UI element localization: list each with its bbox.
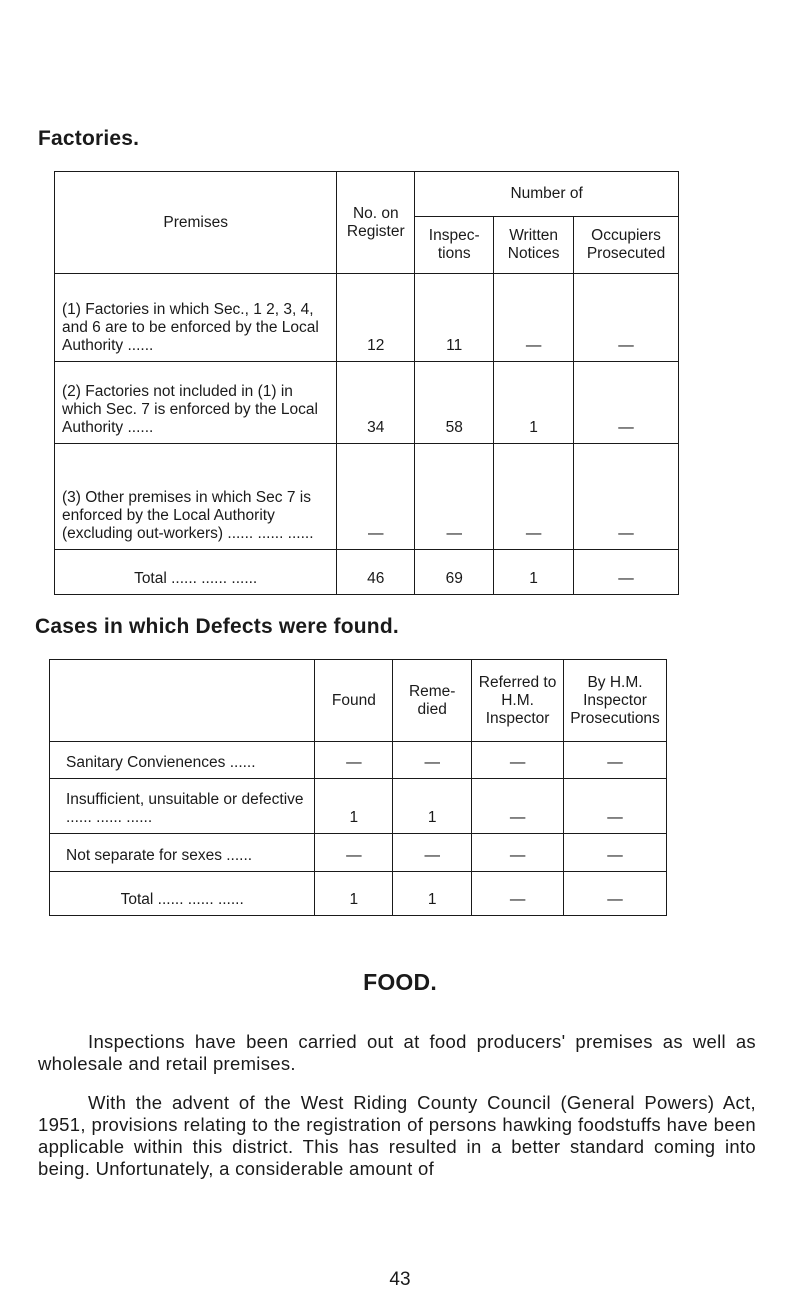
total-row <box>55 550 679 595</box>
register-cell: 34 <box>337 362 415 444</box>
table-row <box>50 834 667 872</box>
premises-cell: (1) Factories in which Sec., 1 2, 3, 4, and 6 are to be enforced by the Local Authority ...... <box>55 274 337 362</box>
found-cell: — <box>315 834 393 872</box>
header-referred: Referred to H.M. Inspector <box>472 660 564 742</box>
register-cell: 12 <box>337 274 415 362</box>
notices-cell: — <box>494 444 574 550</box>
notices-cell: — <box>494 274 574 362</box>
remedied-cell: — <box>393 742 472 779</box>
register-cell: — <box>337 444 415 550</box>
total-notices: 1 <box>494 550 574 595</box>
found-cell: 1 <box>315 779 393 834</box>
table-row <box>55 362 679 444</box>
food-heading: FOOD. <box>363 969 437 995</box>
factories-table <box>54 171 679 595</box>
header-remedied: Reme- died <box>393 660 472 742</box>
total-referred: — <box>472 872 564 916</box>
header-blank <box>50 660 315 742</box>
referred-cell: — <box>472 779 564 834</box>
total-label: Total ...... ...... ...... <box>55 550 337 595</box>
total-register: 46 <box>337 550 415 595</box>
table-row <box>50 779 667 834</box>
prosecutions-cell: — <box>564 779 667 834</box>
header-prosecutions: By H.M. Inspector Prosecutions <box>564 660 667 742</box>
header-number-of: Number of <box>415 172 679 217</box>
factories-heading: Factories. <box>38 127 140 150</box>
found-cell: — <box>315 742 393 779</box>
header-premises: Premises <box>55 172 337 274</box>
total-remedied: 1 <box>393 872 472 916</box>
table-row <box>55 444 679 550</box>
inspections-cell: 58 <box>415 362 494 444</box>
total-prosecuted: — <box>574 550 679 595</box>
defects-table <box>49 659 667 916</box>
premises-cell: (2) Factories not included in (1) in which Sec. 7 is enforced by the Local Authority ...... <box>55 362 337 444</box>
total-label: Total ...... ...... ...... <box>50 872 315 916</box>
referred-cell: — <box>472 834 564 872</box>
prosecutions-cell: — <box>564 834 667 872</box>
table-row <box>55 274 679 362</box>
total-found: 1 <box>315 872 393 916</box>
inspections-cell: — <box>415 444 494 550</box>
header-occupiers-prosecuted: Occupiers Prosecuted <box>574 217 679 274</box>
total-prosecutions: — <box>564 872 667 916</box>
food-paragraph-2: With the advent of the West Riding County Council (General Powers) Act, 1951, provisions relating to the registration of persons hawking foodstuffs have been applicable within this district. This has resulted in a better standard coming into being. Unfortunately, a considerable amount of <box>38 1092 756 1179</box>
defect-label: Sanitary Convienences ...... <box>50 742 315 779</box>
header-found: Found <box>315 660 393 742</box>
table-row <box>50 742 667 779</box>
page-number: 43 <box>389 1269 411 1290</box>
total-inspections: 69 <box>415 550 494 595</box>
prosecuted-cell: — <box>574 274 679 362</box>
remedied-cell: — <box>393 834 472 872</box>
referred-cell: — <box>472 742 564 779</box>
header-register: No. on Register <box>337 172 415 274</box>
prosecuted-cell: — <box>574 362 679 444</box>
food-paragraph-1: Inspections have been carried out at food producers' premises as well as wholesale and retail premises. <box>38 1031 756 1074</box>
remedied-cell: 1 <box>393 779 472 834</box>
prosecutions-cell: — <box>564 742 667 779</box>
inspections-cell: 11 <box>415 274 494 362</box>
prosecuted-cell: — <box>574 444 679 550</box>
notices-cell: 1 <box>494 362 574 444</box>
premises-cell: (3) Other premises in which Sec 7 is enforced by the Local Authority (excluding out-workers) ...... ...... ...... <box>55 444 337 550</box>
header-inspections: Inspec- tions <box>415 217 494 274</box>
total-row <box>50 872 667 916</box>
defects-heading: Cases in which Defects were found. <box>35 615 399 638</box>
header-written-notices: Written Notices <box>494 217 574 274</box>
defect-label: Not separate for sexes ...... <box>50 834 315 872</box>
defect-label: Insufficient, unsuitable or defective ...... ...... ...... <box>50 779 315 834</box>
